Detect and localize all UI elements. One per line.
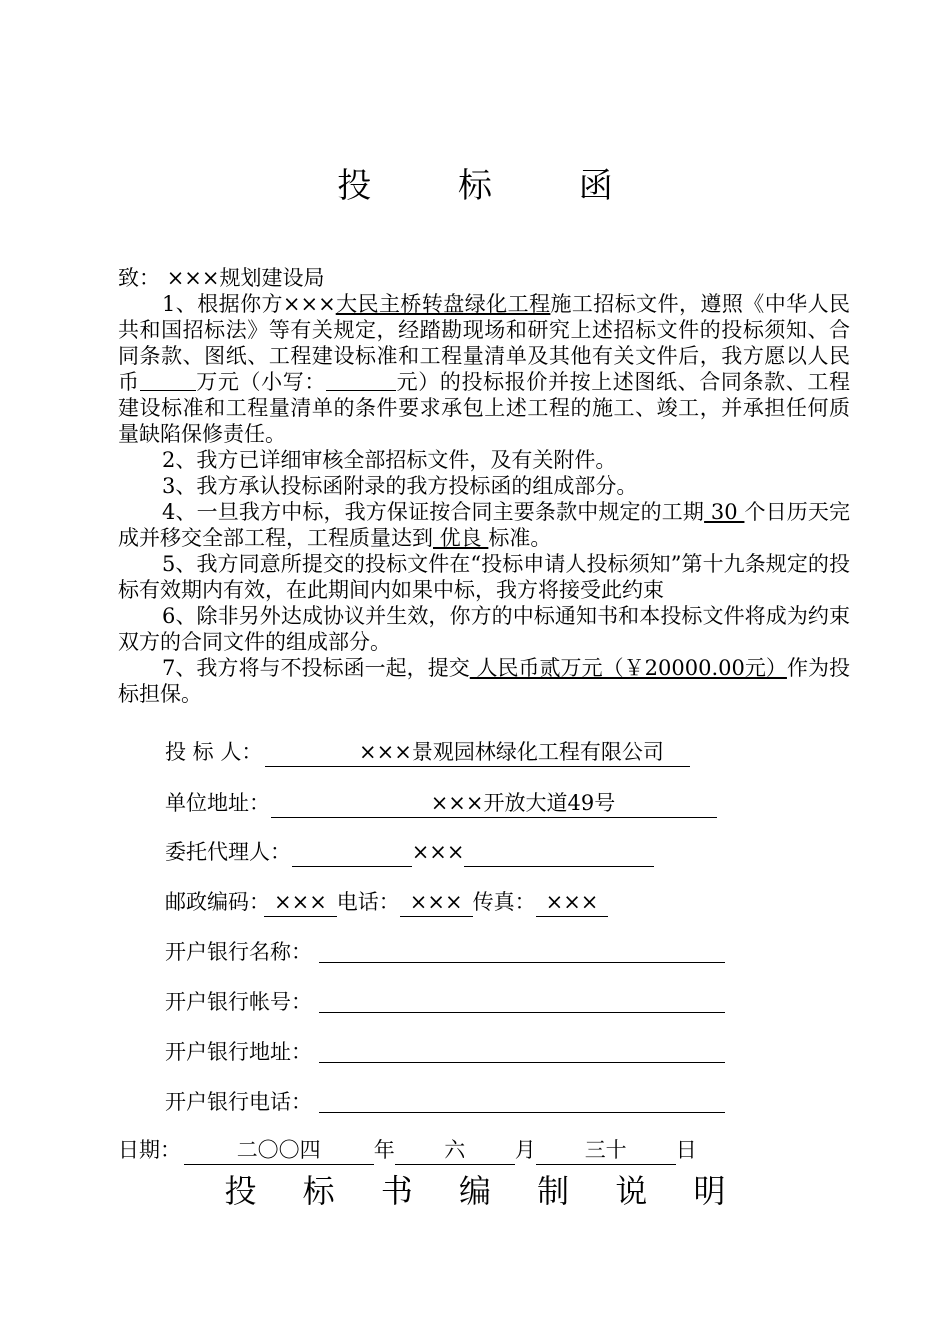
agent-label: 委托代理人：	[165, 840, 291, 864]
fax-label: 传真：	[472, 890, 536, 914]
clause-6: 6、除非另外达成协议并生效，你方的中标通知书和本投标文件将成为约束双方的合同文件的组成部分。	[118, 604, 850, 654]
addressee-line	[118, 265, 850, 291]
bank-account-line	[319, 990, 725, 1013]
letter-body	[118, 265, 850, 707]
clause-7-text-b: 作为投标担保。	[118, 656, 850, 706]
postcode-value: ×××	[274, 890, 327, 914]
price-words-blank	[140, 370, 196, 391]
date-month-unit: 月	[514, 1138, 536, 1162]
bank-account-label: 开户银行帐号：	[165, 990, 312, 1014]
date-day-field	[536, 1136, 676, 1165]
clause-1-text-c: 万元（小写：	[195, 370, 326, 394]
agent-blank-right	[464, 838, 654, 867]
clause-4-text-c: 标准。	[488, 526, 552, 550]
addressee: ×××规划建设局	[166, 266, 325, 290]
clause-1	[118, 291, 850, 447]
date-year-unit: 年	[373, 1138, 395, 1162]
clause-1-text-a: 1、根据你方×××	[162, 292, 336, 316]
date-year-field	[184, 1136, 374, 1165]
clause-2: 2、我方已详细审核全部招标文件，及有关附件。	[162, 448, 617, 472]
agent-value: ×××	[411, 840, 465, 864]
phone-value: ×××	[409, 890, 463, 914]
date-row	[118, 1136, 697, 1165]
bidder-value: ×××景观园林绿化工程有限公司	[359, 740, 664, 764]
clause-4	[118, 499, 850, 551]
date-year: 二〇〇四	[236, 1138, 321, 1162]
contact-row	[165, 888, 608, 917]
bank-phone-row	[165, 1088, 725, 1116]
clause-1-text-b: 施工招标文件，遵照《中华人民共和国招标法》等有关规定，经踏勘现场和研究上述招标文件的投标须知、合同条款、图纸、工程建设标准和工程量清单及其他有关文件后，我方愿以人民币	[118, 292, 851, 394]
address-blank-left	[271, 789, 431, 818]
clause-7-text-a: 7、我方将与不投标函一起，提交	[162, 656, 470, 680]
date-label: 日期：	[118, 1138, 181, 1162]
bidder-label: 投 标 人：	[165, 740, 263, 764]
project-name: 大民主桥转盘绿化工程	[335, 292, 551, 316]
bank-address-label: 开户银行地址：	[165, 1040, 312, 1064]
postcode-label: 邮政编码：	[165, 890, 270, 914]
bank-phone-line	[319, 1090, 725, 1113]
bidder-row	[165, 738, 690, 767]
construction-days: 30	[704, 500, 745, 524]
address-row	[165, 789, 717, 818]
phone-label: 电话：	[336, 890, 400, 914]
address-field	[431, 789, 717, 818]
bank-name-row	[165, 938, 725, 966]
phone-field	[400, 888, 473, 917]
bank-address-line	[319, 1040, 725, 1063]
postcode-field	[264, 888, 337, 917]
address-value: ×××开放大道49号	[431, 789, 717, 818]
date-month: 六	[444, 1138, 466, 1162]
address-label: 单位地址：	[165, 791, 270, 815]
bank-name-label: 开户银行名称：	[165, 940, 312, 964]
clause-5: 5、我方同意所提交的投标文件在“投标申请人投标须知”第十九条规定的投标有效期内有效，在此期间内如果中标，我方将接受此约束	[118, 552, 850, 602]
fax-field	[536, 888, 609, 917]
agent-blank-left	[292, 838, 412, 867]
page-title: 投 标 函	[337, 166, 651, 206]
section-title: 投 标 书 编 制 说 明	[224, 1172, 744, 1210]
price-figures-blank	[326, 370, 396, 391]
quality-grade: 优良	[433, 526, 489, 550]
clause-4-text-b: 个日历天完成并移交全部工程，工程质量达到	[118, 500, 851, 550]
bank-name-line	[319, 940, 725, 963]
date-month-field	[395, 1136, 515, 1165]
bid-bond-amount: 人民币贰万元（￥20000.00元）	[469, 656, 787, 680]
date-day: 三十	[584, 1138, 627, 1162]
bank-address-row	[165, 1038, 725, 1066]
clause-3: 3、我方承认投标函附录的我方投标函的组成部分。	[162, 474, 638, 498]
clause-7	[118, 655, 850, 707]
bank-phone-label: 开户银行电话：	[165, 1090, 312, 1114]
clause-4-text-a: 4、一旦我方中标，我方保证按合同主要条款中规定的工期	[162, 500, 705, 524]
agent-row	[165, 838, 654, 867]
bank-account-row	[165, 988, 725, 1016]
date-day-unit: 日	[675, 1138, 697, 1162]
addressee-prefix: 致：	[118, 266, 160, 290]
clause-1-text-d: 元）的投标报价并按上述图纸、合同条款、工程建设标准和工程量清单的条件要求承包上述工程的施工、竣工，并承担任何质量缺陷保修责任。	[118, 370, 851, 446]
fax-value: ×××	[545, 890, 599, 914]
bidder-field	[265, 738, 690, 767]
